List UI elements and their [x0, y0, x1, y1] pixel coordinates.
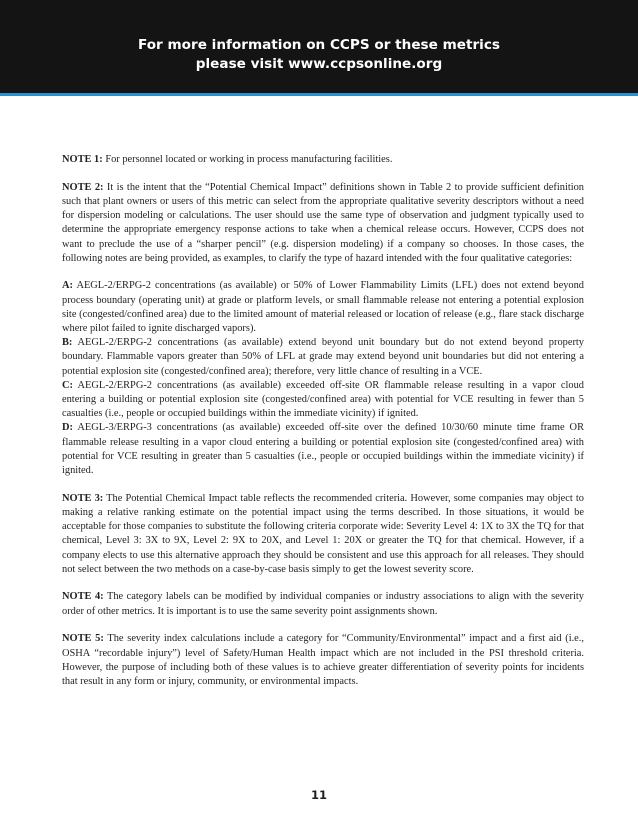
note-5-label: NOTE 5: — [62, 633, 104, 645]
note-3-label: NOTE 3: — [62, 492, 104, 504]
note-5 — [62, 632, 584, 689]
header-banner — [0, 0, 638, 96]
category-a — [62, 279, 584, 336]
notes-body — [62, 153, 584, 703]
note-2-text: It is the intent that the “Potential Chemical Impact” definitions shown in Table 2 to provide sufficient definition such that plant owners or users of this metric can select from the appropriate qualitative severity descriptors without a need for dispersion modeling or calculations. The user should use the same type of observation and judgment typically used to determine the appropriate emergency response actions to take when a chemical release occurs. However, CCPS does not want to preclude the use of a “sharper pencil” (e.g. dispersion modeling) if a company so chooses. In those cases, the following notes are being provided, as examples, to clarify the type of hazard intended with the four qualitative categories: — [62, 181, 584, 264]
note-4-text: The category labels can be modified by individual companies or industry associations to align with the severity order of other metrics. It is important is to use the same severity point assignments shown. — [62, 591, 584, 617]
note-2-label: NOTE 2: — [62, 181, 104, 193]
category-d — [62, 421, 584, 478]
category-b — [62, 336, 584, 379]
note-4 — [62, 590, 584, 618]
category-a-text: AEGL-2/ERPG-2 concentrations (as available) or 50% of Lower Flammability Limits (LFL) does not extend beyond process boundary (operating unit) at grade or platform levels, or small flammable release not entering a potential explosion site (congested/confined area) due to the limited amount of material released or location of release (e.g., flare stack discharge where pilot failed to ignite discharged vapors). — [62, 280, 584, 335]
category-c — [62, 379, 584, 422]
note-3 — [62, 492, 584, 577]
banner-line-1: For more information on CCPS or these metrics — [137, 37, 500, 53]
category-c-text: AEGL-2/ERPG-2 concentrations (as available) exceeded off-site OR flammable release resulting in a vapor cloud entering a building or potential explosion site (congested/confined area) with potential for VCE resulting in fewer than 5 casualties (i.e., people or occupied buildings within the immediate vicinity) if ignited. — [62, 379, 585, 420]
category-b-label: B: — [62, 337, 73, 349]
note-3-text: The Potential Chemical Impact table reflects the recommended criteria. However, some companies may object to making a relative ranking estimate on the potential impact using the terms described. In those situations, it would be acceptable for those companies to substitute the following criteria corporate wide: Severity Level 4: 1X to 3X the TQ for that chemical, Level 3: 3X to 9X, Level 2: 9X to 20X, and Level 1: 20X or greater the TQ for that chemical. However, if a company elects to use this alternative approach they should be consistent and use this approach for all releases. They should not select between the two methods on a case-by-case basis simply to get the lowest severity score. — [62, 492, 584, 575]
category-d-label: D: — [62, 422, 73, 434]
note-1-label: NOTE 1: — [62, 154, 103, 165]
note-2 — [62, 181, 584, 266]
category-c-label: C: — [62, 379, 73, 391]
note-1-text: For personnel located or working in process manufacturing facilities. — [105, 154, 393, 165]
banner-line-2: please visit www.ccpsonline.org — [195, 56, 443, 72]
category-a-label: A: — [62, 280, 73, 292]
page-number: 11 — [310, 788, 327, 802]
banner-message — [0, 36, 638, 74]
category-b-text: AEGL-2/ERPG-2 concentrations (as available) extend beyond unit boundary but do not extend beyond property boundary. Flammable vapors greater than 50% of LFL at grade may extend beyond unit boundaries but did not entering a potential explosion site (congested/confined area); therefore, very little chance of resulting in a VCE. — [62, 337, 584, 377]
note-5-text: The severity index calculations include a category for “Community/Environmental” impact and a first aid (i.e., OSHA “recordable injury”) level of Safety/Human Health impact which are not included in the PSI threshold criteria. However, the purpose of including both of these values is to achieve greater differentiation of severity points for incidents that result in any form or injury, community, or environmental impacts. — [62, 633, 584, 687]
note-4-label: NOTE 4: — [62, 591, 104, 603]
note-1 — [62, 153, 584, 167]
category-d-text: AEGL-3/ERPG-3 concentrations (as available) exceeded off-site over the defined 10/30/60 minute time frame OR flammable release resulting in a vapor cloud entering a building or potential explosion site (congested/confined area) with potential for VCE resulting in greater than 5 casualties (i.e., people or occupied buildings within the immediate vicinity) if ignited. — [62, 422, 584, 477]
